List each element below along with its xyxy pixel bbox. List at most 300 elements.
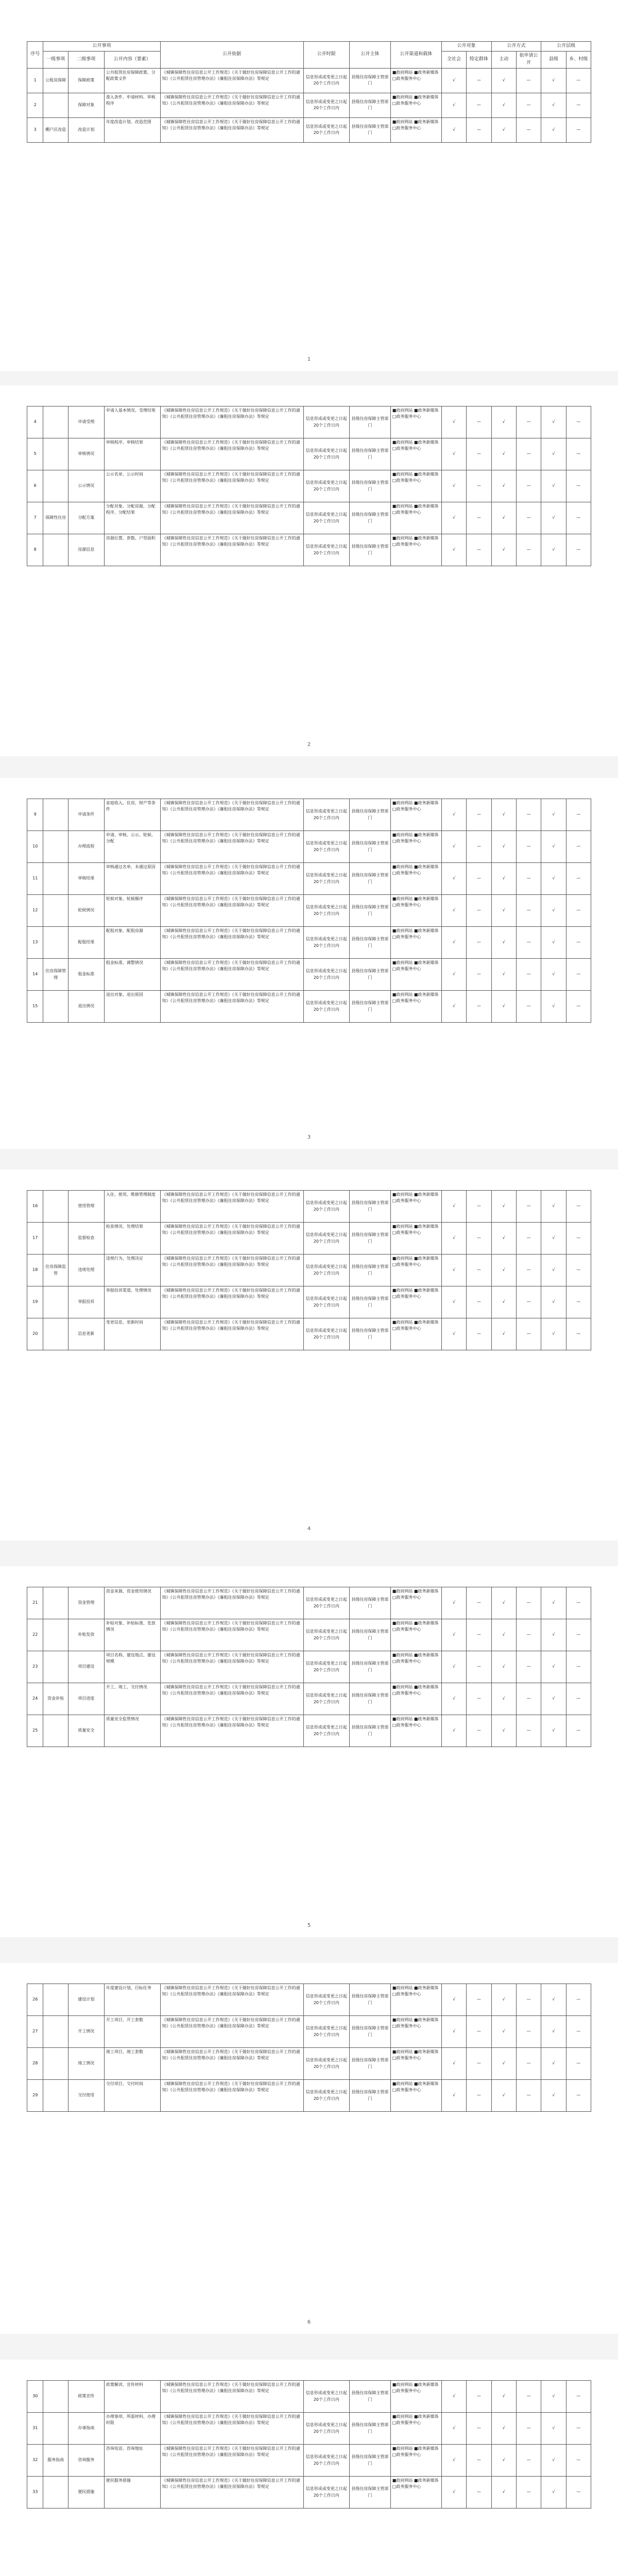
row-seq: 28	[27, 2048, 43, 2080]
table-row	[27, 1255, 591, 1286]
row-channel: ■政府网站 ■政务新媒体 □政务服务中心	[390, 68, 441, 93]
row-specific: —	[467, 1191, 491, 1223]
row-subject: 县级住房保障主管部门	[350, 2381, 391, 2413]
row-all-society: √	[441, 117, 466, 142]
row-active: √	[491, 2477, 516, 2509]
row-level1	[43, 406, 68, 438]
row-county: √	[541, 68, 566, 93]
row-county: √	[541, 2080, 566, 2112]
row-basis: 《城镇保障性住房信息公开工作规范》《关于做好住房保障信息公开工作的通知》《公共租赁住房管理办法》《廉租住房保障办法》等规定	[160, 1683, 303, 1715]
row-channel: ■政府网站 ■政务新媒体 □政务服务中心	[390, 1984, 441, 2016]
row-all-society: √	[441, 927, 466, 959]
row-specific: —	[467, 1255, 491, 1286]
row-channel: ■政府网站 ■政务新媒体 □政务服务中心	[390, 895, 441, 927]
row-subject: 县级住房保障主管部门	[349, 93, 390, 117]
row-basis: 《城镇保障性住房信息公开工作规范》《关于做好住房保障信息公开工作的通知》《公共租赁住房管理办法》《廉租住房保障办法》等规定	[160, 1191, 303, 1223]
row-apply: —	[516, 2016, 541, 2048]
row-basis: 《城镇保障性住房信息公开工作规范》《关于做好住房保障信息公开工作的通知》《公共租赁住房管理办法》《廉租住房保障办法》等规定	[160, 2048, 303, 2080]
row-specific: —	[467, 2048, 491, 2080]
row-content: 轮候对象、轮候顺序	[104, 895, 160, 927]
row-township: —	[566, 1619, 591, 1651]
page-table-wrap	[27, 1984, 591, 2112]
header-mode: 公开方式	[491, 42, 541, 52]
row-subject: 县级住房保障主管部门	[350, 991, 391, 1023]
row-apply: —	[516, 863, 541, 895]
row-county: √	[541, 1715, 566, 1747]
table-row	[27, 406, 591, 438]
table-row	[27, 2381, 591, 2413]
row-township: —	[566, 93, 591, 117]
row-county: √	[541, 470, 566, 502]
table-row	[27, 959, 591, 991]
row-level1	[43, 2381, 68, 2413]
row-active: √	[491, 991, 516, 1023]
row-county: √	[541, 1286, 566, 1318]
row-basis: 《城镇保障性住房信息公开工作规范》《关于做好住房保障信息公开工作的通知》《公共租赁住房管理办法》《廉租住房保障办法》等规定	[160, 927, 303, 959]
row-subject: 县级住房保障主管部门	[350, 1619, 391, 1651]
row-level1: 资金补贴	[43, 1683, 68, 1715]
header-specific: 特定群体	[467, 51, 491, 68]
table-row	[27, 1984, 591, 2016]
row-all-society: √	[441, 1984, 466, 2016]
row-township: —	[566, 831, 591, 863]
row-seq: 11	[27, 863, 43, 895]
row-township: —	[566, 1255, 591, 1286]
row-time: 信息形成或变更之日起20个工作日内	[303, 1984, 349, 2016]
row-level1	[43, 470, 68, 502]
row-apply: —	[516, 1619, 541, 1651]
row-apply: —	[516, 1318, 541, 1350]
row-content: 补贴对象、补贴标准、发放情况	[104, 1619, 160, 1651]
row-content: 项目名称、建设地点、建设规模	[104, 1651, 160, 1683]
row-all-society: √	[441, 68, 466, 93]
row-active: √	[491, 1318, 516, 1350]
row-all-society: √	[441, 534, 466, 566]
row-basis: 《城镇保障性住房信息公开工作规范》《关于做好住房保障信息公开工作的通知》《公共租赁住房管理办法》《廉租住房保障办法》等规定	[160, 2080, 303, 2112]
row-content: 政策解读、宣传材料	[104, 2381, 160, 2413]
row-time: 信息形成或变更之日起20个工作日内	[303, 1651, 349, 1683]
catalog-table	[27, 41, 591, 143]
row-content: 年度改造计划、改造范围	[104, 117, 160, 142]
row-all-society: √	[441, 93, 466, 117]
table-row	[27, 1715, 591, 1747]
row-time: 信息形成或变更之日起20个工作日内	[303, 2080, 349, 2112]
row-level1	[43, 1223, 68, 1255]
row-active: √	[491, 1683, 516, 1715]
row-time: 信息形成或变更之日起20个工作日内	[303, 1255, 349, 1286]
header-apply: 依申请公开	[516, 51, 541, 68]
row-active: √	[491, 2016, 516, 2048]
row-township: —	[566, 2048, 591, 2080]
row-level1	[43, 534, 68, 566]
row-active: √	[491, 799, 516, 831]
row-apply: —	[516, 534, 541, 566]
row-time: 信息形成或变更之日起20个工作日内	[303, 470, 349, 502]
row-time: 信息形成或变更之日起20个工作日内	[303, 1587, 349, 1619]
row-seq: 7	[27, 502, 43, 534]
row-content: 准入条件、申请材料、审核程序	[104, 93, 160, 117]
row-township: —	[566, 2477, 591, 2509]
row-township: —	[566, 959, 591, 991]
row-time: 信息形成或变更之日起20个工作日内	[303, 2477, 349, 2509]
row-content: 年度建设计划、目标任务	[104, 1984, 160, 2016]
row-township: —	[566, 1715, 591, 1747]
document-page	[0, 2360, 618, 2576]
row-time: 信息形成或变更之日起20个工作日内	[303, 991, 349, 1023]
document-page	[0, 778, 618, 1149]
row-level1: 棚户区改造	[43, 117, 68, 142]
row-township: —	[566, 1318, 591, 1350]
row-all-society: √	[441, 2413, 466, 2445]
row-specific: —	[467, 2080, 491, 2112]
row-time: 信息形成或变更之日起20个工作日内	[303, 1715, 349, 1747]
row-subject: 县级住房保障主管部门	[350, 831, 391, 863]
row-level2: 房源信息	[68, 534, 104, 566]
row-basis: 《城镇保障性住房信息公开工作规范》《关于做好住房保障信息公开工作的通知》《公共租赁住房管理办法》《廉租住房保障办法》等规定	[160, 470, 303, 502]
row-township: —	[566, 799, 591, 831]
row-level1: 住房保障监管	[43, 1255, 68, 1286]
row-seq: 12	[27, 895, 43, 927]
row-apply: —	[516, 991, 541, 1023]
row-level1	[43, 1318, 68, 1350]
row-channel: ■政府网站 ■政务新媒体 □政务服务中心	[390, 959, 441, 991]
row-level1	[43, 93, 68, 117]
row-township: —	[566, 406, 591, 438]
table-row	[27, 68, 591, 93]
row-township: —	[566, 1683, 591, 1715]
row-county: √	[541, 863, 566, 895]
row-channel: ■政府网站 ■政务新媒体 □政务服务中心	[390, 863, 441, 895]
row-level1	[43, 2080, 68, 2112]
row-county: √	[541, 1984, 566, 2016]
row-all-society: √	[441, 502, 466, 534]
row-content: 审核程序、审核结果	[104, 438, 160, 470]
row-subject: 县级住房保障主管部门	[350, 534, 391, 566]
row-basis: 《城镇保障性住房信息公开工作规范》《关于做好住房保障信息公开工作的通知》《公共租赁住房管理办法》《廉租住房保障办法》等规定	[160, 1318, 303, 1350]
row-content: 检查情况、处理结果	[104, 1223, 160, 1255]
header-subject: 公开主体	[349, 42, 390, 69]
row-subject: 县级住房保障主管部门	[350, 1984, 391, 2016]
row-subject: 县级住房保障主管部门	[350, 927, 391, 959]
row-subject: 县级住房保障主管部门	[349, 68, 390, 93]
row-content: 咨询电话、咨询地址	[104, 2445, 160, 2477]
row-county: √	[541, 406, 566, 438]
row-time: 信息形成或变更之日起20个工作日内	[303, 831, 349, 863]
row-township: —	[566, 2080, 591, 2112]
row-seq: 24	[27, 1683, 43, 1715]
row-time: 信息形成或变更之日起20个工作日内	[303, 406, 349, 438]
row-active: √	[491, 1587, 516, 1619]
row-basis: 《城镇保障性住房信息公开工作规范》《关于做好住房保障信息公开工作的通知》《公共租赁住房管理办法》《廉租住房保障办法》等规定	[160, 1255, 303, 1286]
row-all-society: √	[441, 2016, 466, 2048]
row-seq: 21	[27, 1587, 43, 1619]
row-level2: 项目进度	[68, 1683, 104, 1715]
row-basis: 《城镇保障性住房信息公开工作规范》《关于做好住房保障信息公开工作的通知》《公共租赁住房管理办法》《廉租住房保障办法》等规定	[160, 799, 303, 831]
row-time: 信息形成或变更之日起20个工作日内	[303, 534, 349, 566]
row-channel: ■政府网站 ■政务新媒体 □政务服务中心	[390, 1587, 441, 1619]
table-row	[27, 2445, 591, 2477]
row-specific: —	[467, 470, 491, 502]
row-time: 信息形成或变更之日起20个工作日内	[303, 1191, 349, 1223]
row-specific: —	[467, 502, 491, 534]
row-township: —	[566, 1286, 591, 1318]
row-county: √	[541, 1683, 566, 1715]
table-row	[27, 2477, 591, 2509]
document-page	[0, 1566, 618, 1937]
row-apply: —	[516, 470, 541, 502]
row-channel: ■政府网站 ■政务新媒体 □政务服务中心	[390, 2413, 441, 2445]
row-content: 审核通过名单、未通过原因	[104, 863, 160, 895]
row-specific: —	[467, 2016, 491, 2048]
row-subject: 县级住房保障主管部门	[350, 2016, 391, 2048]
row-level2: 租金标准	[68, 959, 104, 991]
row-seq: 23	[27, 1651, 43, 1683]
row-all-society: √	[441, 1651, 466, 1683]
row-content: 举报投诉渠道、处理情况	[104, 1286, 160, 1318]
row-seq: 14	[27, 959, 43, 991]
row-content: 公共租赁住房保障政策、分配政策文件	[104, 68, 160, 93]
row-apply: —	[516, 1651, 541, 1683]
row-county: √	[541, 991, 566, 1023]
page-number: 1	[307, 357, 311, 362]
row-subject: 县级住房保障主管部门	[350, 1191, 391, 1223]
row-seq: 25	[27, 1715, 43, 1747]
row-subject: 县级住房保障主管部门	[350, 1715, 391, 1747]
row-township: —	[566, 117, 591, 142]
row-all-society: √	[441, 1223, 466, 1255]
row-channel: ■政府网站 ■政务新媒体 □政务服务中心	[390, 117, 441, 142]
row-county: √	[541, 438, 566, 470]
row-subject: 县级住房保障主管部门	[350, 1587, 391, 1619]
row-level1	[43, 2413, 68, 2445]
row-township: —	[566, 2413, 591, 2445]
row-subject: 县级住房保障主管部门	[350, 502, 391, 534]
row-active: √	[491, 502, 516, 534]
row-county: √	[541, 1255, 566, 1286]
row-content: 公示名单、公示时间	[104, 470, 160, 502]
row-subject: 县级住房保障主管部门	[350, 2048, 391, 2080]
table-row	[27, 93, 591, 117]
row-apply: —	[516, 1984, 541, 2016]
row-active: √	[491, 470, 516, 502]
row-level1	[43, 2016, 68, 2048]
catalog-table	[27, 406, 591, 566]
row-county: √	[541, 1223, 566, 1255]
row-all-society: √	[441, 470, 466, 502]
row-apply: —	[516, 831, 541, 863]
row-active: √	[491, 831, 516, 863]
header-row	[27, 42, 591, 52]
header-content: 公开内容（要素）	[104, 51, 160, 68]
table-row	[27, 2413, 591, 2445]
row-subject: 县级住房保障主管部门	[350, 799, 391, 831]
row-basis: 《城镇保障性住房信息公开工作规范》《关于做好住房保障信息公开工作的通知》《公共租赁住房管理办法》《廉租住房保障办法》等规定	[160, 959, 303, 991]
row-content: 开工、竣工、交付情况	[104, 1683, 160, 1715]
row-seq: 26	[27, 1984, 43, 2016]
row-channel: ■政府网站 ■政务新媒体 □政务服务中心	[390, 1286, 441, 1318]
page-table-wrap	[27, 1587, 591, 1747]
row-all-society: √	[441, 1318, 466, 1350]
row-specific: —	[467, 1984, 491, 2016]
row-apply: —	[516, 1286, 541, 1318]
row-level2: 申请受理	[68, 406, 104, 438]
row-specific: —	[467, 2381, 491, 2413]
row-county: √	[541, 1651, 566, 1683]
row-content: 违规行为、处理决定	[104, 1255, 160, 1286]
table-row	[27, 1651, 591, 1683]
row-township: —	[566, 1651, 591, 1683]
table-row	[27, 991, 591, 1023]
row-all-society: √	[441, 799, 466, 831]
row-channel: ■政府网站 ■政务新媒体 □政务服务中心	[390, 502, 441, 534]
row-channel: ■政府网站 ■政务新媒体 □政务服务中心	[390, 438, 441, 470]
page-number: 2	[307, 742, 311, 748]
row-content: 质量安全监管情况	[104, 1715, 160, 1747]
row-subject: 县级住房保障主管部门	[350, 2080, 391, 2112]
row-specific: —	[467, 959, 491, 991]
row-basis: 《城镇保障性住房信息公开工作规范》《关于做好住房保障信息公开工作的通知》《公共租赁住房管理办法》《廉租住房保障办法》等规定	[160, 2445, 303, 2477]
row-level2: 便民措施	[68, 2477, 104, 2509]
row-channel: ■政府网站 ■政务新媒体 □政务服务中心	[390, 1651, 441, 1683]
row-channel: ■政府网站 ■政务新媒体 □政务服务中心	[390, 2048, 441, 2080]
row-channel: ■政府网站 ■政务新媒体 □政务服务中心	[390, 470, 441, 502]
table-row	[27, 799, 591, 831]
row-county: √	[541, 2016, 566, 2048]
row-seq: 27	[27, 2016, 43, 2048]
row-time: 信息形成或变更之日起20个工作日内	[303, 799, 349, 831]
row-basis: 《城镇保障性住房信息公开工作规范》《关于做好住房保障信息公开工作的通知》《公共租赁住房管理办法》《廉租住房保障办法》等规定	[160, 2016, 303, 2048]
header-level2: 二级事项	[68, 51, 104, 68]
row-specific: —	[467, 1223, 491, 1255]
row-seq: 1	[27, 68, 43, 93]
row-level2: 办事指南	[68, 2413, 104, 2445]
row-all-society: √	[441, 895, 466, 927]
row-basis: 《城镇保障性住房信息公开工作规范》《关于做好住房保障信息公开工作的通知》《公共租赁住房管理办法》《廉租住房保障办法》等规定	[160, 1223, 303, 1255]
row-basis: 《城镇保障性住房信息公开工作规范》《关于做好住房保障信息公开工作的通知》《公共租赁住房管理办法》《廉租住房保障办法》等规定	[160, 2381, 303, 2413]
row-content: 便民服务措施	[104, 2477, 160, 2509]
table-row	[27, 895, 591, 927]
document-page	[0, 0, 618, 371]
row-county: √	[541, 895, 566, 927]
row-time: 信息形成或变更之日起20个工作日内	[303, 1223, 349, 1255]
row-level1	[43, 927, 68, 959]
row-county: √	[541, 2413, 566, 2445]
header-level: 公开层级	[541, 42, 591, 52]
row-channel: ■政府网站 ■政务新媒体 □政务服务中心	[390, 406, 441, 438]
row-township: —	[566, 2381, 591, 2413]
row-level1	[43, 1619, 68, 1651]
row-subject: 县级住房保障主管部门	[350, 1223, 391, 1255]
row-time: 信息形成或变更之日起20个工作日内	[303, 2445, 349, 2477]
row-county: √	[541, 799, 566, 831]
row-basis: 《城镇保障性住房信息公开工作规范》《关于做好住房保障信息公开工作的通知》《公共租赁住房管理办法》《廉租住房保障办法》等规定	[160, 68, 303, 93]
header-time: 公开时限	[303, 42, 349, 69]
row-apply: —	[516, 1223, 541, 1255]
row-township: —	[566, 502, 591, 534]
row-basis: 《城镇保障性住房信息公开工作规范》《关于做好住房保障信息公开工作的通知》《公共租赁住房管理办法》《廉租住房保障办法》等规定	[160, 93, 303, 117]
row-time: 信息形成或变更之日起20个工作日内	[303, 117, 349, 142]
page-table-wrap	[27, 2380, 591, 2509]
row-township: —	[566, 534, 591, 566]
table-row	[27, 1318, 591, 1350]
row-seq: 2	[27, 93, 43, 117]
row-active: √	[491, 1223, 516, 1255]
row-subject: 县级住房保障主管部门	[350, 2413, 391, 2445]
row-seq: 6	[27, 470, 43, 502]
row-level2: 公示情况	[68, 470, 104, 502]
row-apply: —	[516, 927, 541, 959]
row-channel: ■政府网站 ■政务新媒体 □政务服务中心	[390, 2445, 441, 2477]
table-row	[27, 1191, 591, 1223]
row-seq: 20	[27, 1318, 43, 1350]
row-content: 分配对象、分配房源、分配程序、分配结果	[104, 502, 160, 534]
row-level2: 监督检查	[68, 1223, 104, 1255]
row-all-society: √	[441, 991, 466, 1023]
row-level2: 资金管理	[68, 1587, 104, 1619]
page-number: 4	[307, 1526, 311, 1532]
row-channel: ■政府网站 ■政务新媒体 □政务服务中心	[390, 93, 441, 117]
row-specific: —	[467, 1587, 491, 1619]
row-channel: ■政府网站 ■政务新媒体 □政务服务中心	[390, 1318, 441, 1350]
row-active: √	[491, 895, 516, 927]
row-active: √	[491, 438, 516, 470]
row-township: —	[566, 863, 591, 895]
row-seq: 33	[27, 2477, 43, 2509]
row-basis: 《城镇保障性住房信息公开工作规范》《关于做好住房保障信息公开工作的通知》《公共租赁住房管理办法》《廉租住房保障办法》等规定	[160, 831, 303, 863]
row-channel: ■政府网站 ■政务新媒体 □政务服务中心	[390, 534, 441, 566]
row-county: √	[541, 1619, 566, 1651]
row-township: —	[566, 2445, 591, 2477]
row-all-society: √	[441, 2080, 466, 2112]
row-basis: 《城镇保障性住房信息公开工作规范》《关于做好住房保障信息公开工作的通知》《公共租赁住房管理办法》《廉租住房保障办法》等规定	[160, 534, 303, 566]
row-subject: 县级住房保障主管部门	[350, 1286, 391, 1318]
row-specific: —	[467, 406, 491, 438]
row-level2: 配租结果	[68, 927, 104, 959]
table-row	[27, 1587, 591, 1619]
row-content: 开工项目、开工套数	[104, 2016, 160, 2048]
row-county: √	[541, 117, 566, 142]
row-active: √	[491, 93, 516, 117]
page-table-wrap	[27, 1190, 591, 1350]
row-basis: 《城镇保障性住房信息公开工作规范》《关于做好住房保障信息公开工作的通知》《公共租赁住房管理办法》《廉租住房保障办法》等规定	[160, 406, 303, 438]
row-specific: —	[467, 991, 491, 1023]
row-apply: —	[516, 1683, 541, 1715]
row-time: 信息形成或变更之日起20个工作日内	[303, 438, 349, 470]
row-specific: —	[467, 1318, 491, 1350]
header-basis: 公开依据	[160, 42, 303, 69]
document-page	[0, 1170, 618, 1540]
row-active: √	[491, 406, 516, 438]
row-active: √	[491, 2080, 516, 2112]
row-level2: 违规处理	[68, 1255, 104, 1286]
row-apply: —	[516, 438, 541, 470]
table-row	[27, 502, 591, 534]
row-level2: 补贴发放	[68, 1619, 104, 1651]
row-county: √	[541, 1318, 566, 1350]
row-basis: 《城镇保障性住房信息公开工作规范》《关于做好住房保障信息公开工作的通知》《公共租赁住房管理办法》《廉租住房保障办法》等规定	[160, 117, 303, 142]
header-channel: 公开渠道和载体	[390, 42, 441, 69]
row-time: 信息形成或变更之日起20个工作日内	[303, 959, 349, 991]
row-basis: 《城镇保障性住房信息公开工作规范》《关于做好住房保障信息公开工作的通知》《公共租赁住房管理办法》《廉租住房保障办法》等规定	[160, 895, 303, 927]
row-seq: 4	[27, 406, 43, 438]
row-all-society: √	[441, 1286, 466, 1318]
row-channel: ■政府网站 ■政务新媒体 □政务服务中心	[390, 927, 441, 959]
row-level1	[43, 1651, 68, 1683]
row-apply: —	[516, 2080, 541, 2112]
row-apply: —	[516, 406, 541, 438]
row-active: √	[491, 927, 516, 959]
row-level2: 退出情况	[68, 991, 104, 1023]
